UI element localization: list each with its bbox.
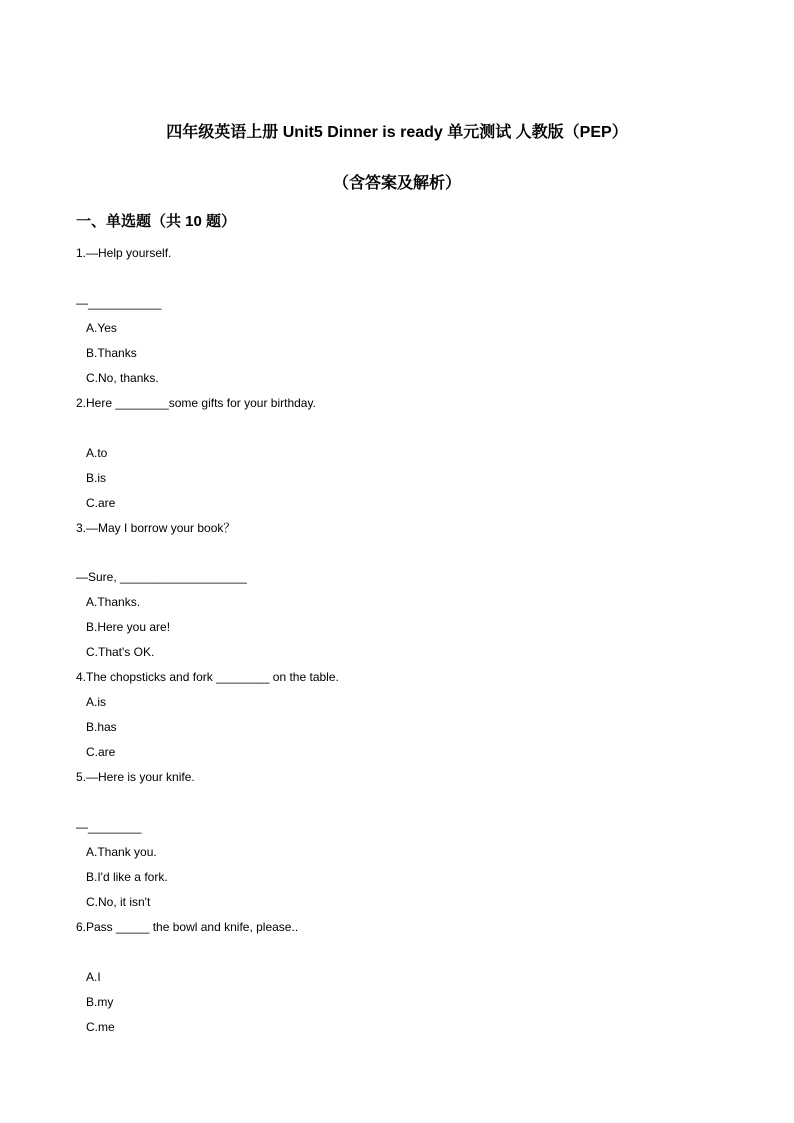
question-3-stem: 3.—May I borrow your book？ [76, 521, 236, 535]
question-3-option-c: C.That's OK. [86, 645, 155, 659]
question-5-option-a: A.Thank you. [86, 845, 157, 859]
question-1-stem: 1.—Help yourself. [76, 246, 172, 260]
question-5-option-c: C.No, it isn't [86, 895, 151, 909]
section-heading: 一、单选题（共 10 题） [76, 213, 237, 230]
question-3-option-b: B.Here you are! [86, 620, 171, 634]
question-1-option-b: B.Thanks [86, 346, 137, 360]
question-4-stem: 4.The chopsticks and fork ________ on the table. [76, 670, 339, 684]
question-1-option-c: C.No, thanks. [86, 371, 159, 385]
question-4-option-b: B.has [86, 720, 117, 734]
question-2-option-b: B.is [86, 471, 107, 485]
question-1-answer-line: —___________ [76, 296, 162, 310]
document-title: 四年级英语上册 Unit5 Dinner is ready 单元测试 人教版（PEP） [166, 124, 628, 141]
question-2-stem: 2.Here ________some gifts for your birthday. [76, 396, 316, 410]
question-2-option-c: C.are [86, 496, 116, 510]
question-5-stem: 5.—Here is your knife. [76, 770, 195, 784]
question-6-option-a: A.I [86, 970, 101, 984]
question-1-option-a: A.Yes [86, 321, 117, 335]
question-3-option-a: A.Thanks. [86, 595, 141, 609]
question-6-stem: 6.Pass _____ the bowl and knife, please.. [76, 920, 299, 934]
document-subtitle: （含答案及解析） [332, 175, 461, 192]
question-4-option-c: C.are [86, 745, 116, 759]
question-6-option-c: C.me [86, 1020, 115, 1034]
question-2-option-a: A.to [86, 446, 108, 460]
question-6-option-b: B.my [86, 995, 114, 1009]
question-5-option-b: B.I'd like a fork. [86, 870, 168, 884]
question-3-answer-line: —Sure, ___________________ [76, 570, 247, 584]
question-4-option-a: A.is [86, 695, 107, 709]
question-5-answer-line: —________ [76, 820, 142, 834]
